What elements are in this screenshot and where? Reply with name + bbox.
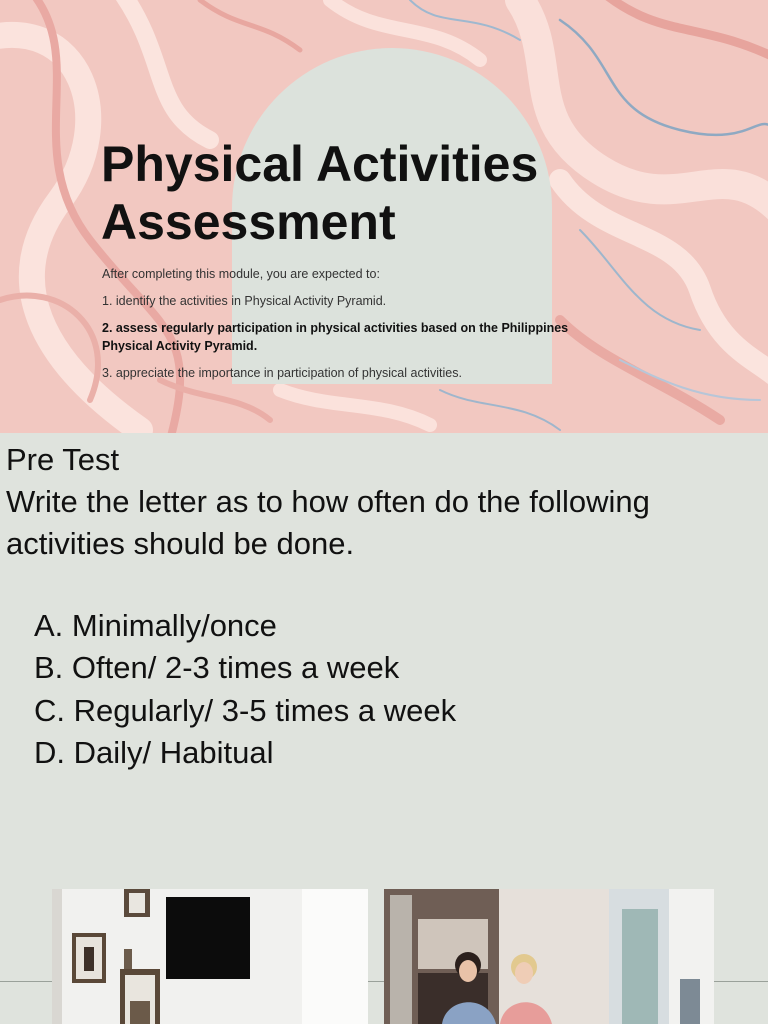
objective-1: 1. identify the activities in Physical Activity Pyramid. — [102, 294, 387, 308]
answer-options — [34, 605, 766, 774]
pre-test-section — [6, 439, 766, 774]
option-a: A. Minimally/once — [34, 608, 277, 643]
learning-objectives — [102, 265, 572, 391]
title-slide-banner — [0, 0, 768, 433]
option-d: D. Daily/ Habitual — [34, 734, 274, 770]
title-line-1: Physical Activities — [101, 136, 539, 192]
divider-line-middle — [368, 981, 384, 982]
option-c: C. Regularly/ 3-5 times a week — [34, 692, 457, 728]
living-room-image — [52, 889, 368, 1024]
living-room-photo — [52, 889, 368, 1024]
divider-line-right — [714, 981, 768, 982]
shopping-women-photo — [384, 889, 714, 1024]
pre-test-instruction: Write the letter as to how often do the following activities should be done. — [6, 484, 650, 561]
shopping-image — [384, 889, 714, 1024]
objective-3: 3. appreciate the importance in participation of physical activities. — [102, 366, 462, 380]
slide-title — [101, 135, 538, 251]
divider-line-left — [0, 981, 52, 982]
title-line-2: Assessment — [101, 194, 396, 250]
pre-test-heading: Pre Test — [6, 442, 120, 477]
objective-2: 2. assess regularly participation in physical activities based on the Philippines Physical Activity Pyramid. — [102, 321, 569, 353]
option-b: B. Often/ 2-3 times a week — [34, 650, 400, 686]
objectives-intro: After completing this module, you are expected to: — [102, 267, 380, 281]
